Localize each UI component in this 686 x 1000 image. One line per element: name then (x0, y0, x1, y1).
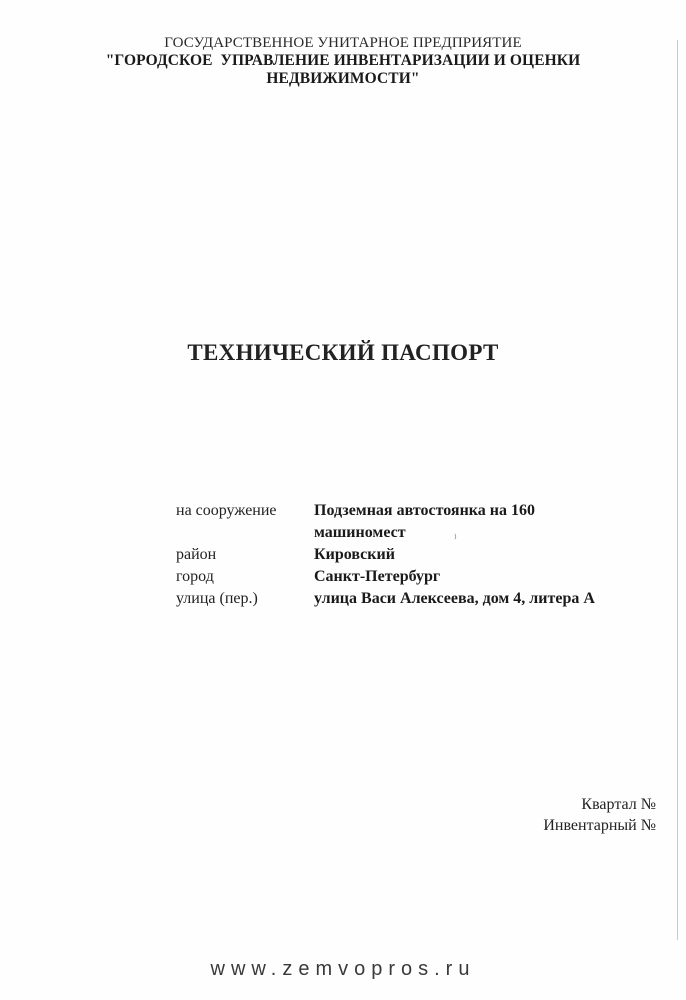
quarter-number-label: Квартал № (581, 796, 656, 813)
field-label-city: город (176, 568, 214, 585)
scan-edge-line (677, 40, 678, 940)
watermark-url: www.zemvopros.ru (210, 958, 476, 980)
inventory-number-label: Инвентарный № (543, 817, 656, 834)
field-value-district: Кировский (314, 546, 395, 563)
field-label-structure: на сооружение (176, 502, 277, 519)
reference-numbers (543, 794, 656, 836)
org-name-line2: "ГОРОДСКОЕ УПРАВЛЕНИЕ ИНВЕНТАРИЗАЦИИ И ОЦЕНКИ (105, 52, 581, 69)
document-title: ТЕХНИЧЕСКИЙ ПАСПОРТ (187, 340, 499, 365)
field-value-city: Санкт-Петербург (314, 568, 441, 585)
field-value-structure-line1: Подземная автостоянка на 160 (314, 502, 535, 519)
org-name-line3: НЕДВИЖИМОСТИ" (266, 70, 420, 87)
organization-header (0, 34, 686, 88)
scan-speck: ⁾ (454, 533, 457, 545)
field-label-district: район (176, 546, 217, 563)
field-value-street: улица Васи Алексеева, дом 4, литера А (314, 590, 595, 607)
org-name-line1: ГОСУДАРСТВЕННОЕ УНИТАРНОЕ ПРЕДПРИЯТИЕ (164, 35, 522, 51)
field-value-structure-line2: машиномест (314, 524, 406, 541)
field-value-structure (314, 500, 644, 544)
field-label-street: улица (пер.) (176, 590, 258, 607)
